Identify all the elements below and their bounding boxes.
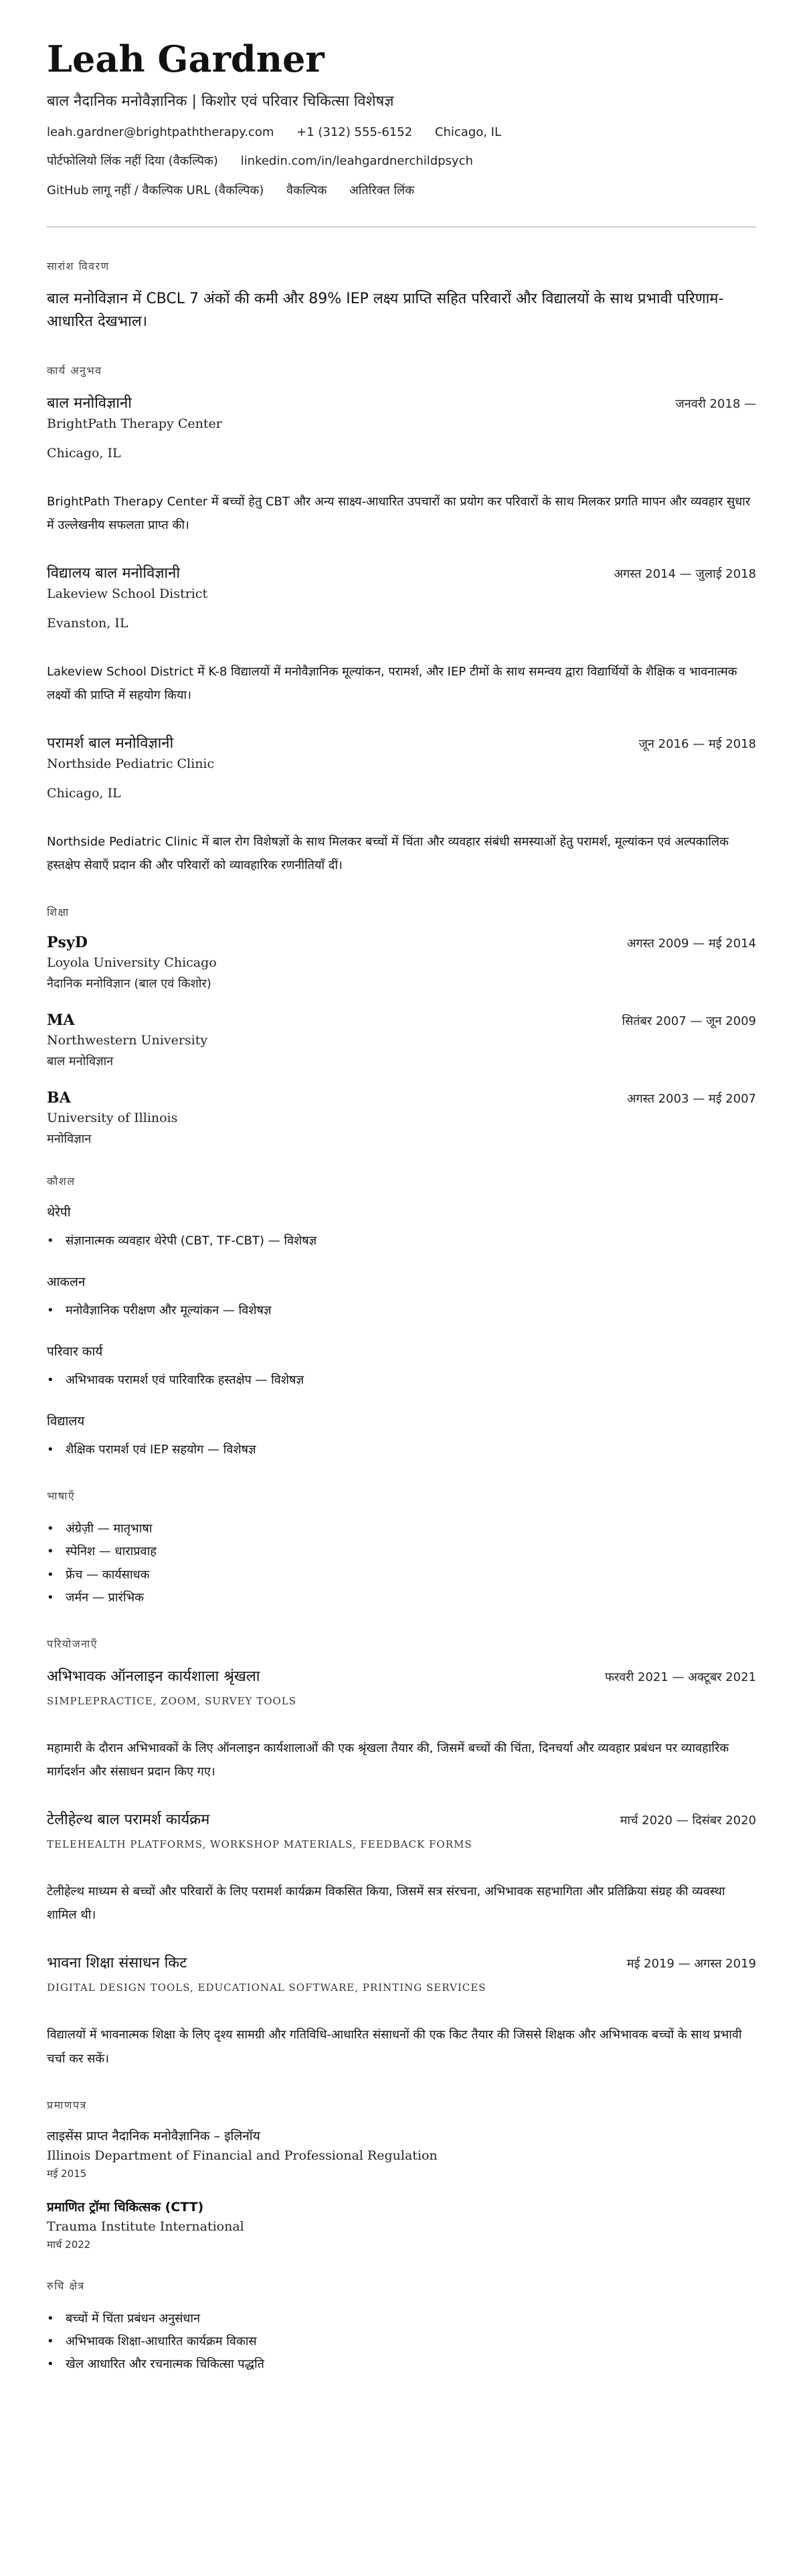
job-location: Chicago, IL <box>47 786 121 801</box>
job-location: Evanston, IL <box>47 616 128 631</box>
job-title: विद्यालय बाल मनोविज्ञानी <box>47 565 181 582</box>
school-name: University of Illinois <box>47 1110 178 1125</box>
certification-issuer: Trauma Institute International <box>47 2219 244 2234</box>
language-item: • अंग्रेज़ी — मातृभाषा <box>47 1518 756 1540</box>
project-tools: DIGITAL DESIGN TOOLS, EDUCATIONAL SOFTWARE, PRINTING SERVICES <box>47 1982 486 1994</box>
experience-section <box>47 363 756 878</box>
degree-name: BA <box>47 1089 71 1107</box>
skill-item: • अभिभावक परामर्श एवं पारिवारिक हस्तक्षेप — विशेषज्ञ <box>47 1369 756 1392</box>
experience-heading: कार्य अनुभव <box>47 364 102 377</box>
project-entry <box>47 1666 756 1783</box>
skills-heading: कौशल <box>47 1174 76 1188</box>
interest-list <box>47 2308 756 2377</box>
certification-name: लाइसेंस प्राप्त नैदानिक मनोवैज्ञानिक – इलिनॉय <box>47 2128 260 2144</box>
certifications-section <box>47 2097 756 2251</box>
summary-heading: सारांश विवरण <box>47 259 110 272</box>
portfolio-link[interactable]: पोर्टफोलियो लिंक नहीं दिया (वैकल्पिक) <box>47 153 218 168</box>
language-item: • जर्मन — प्रारंभिक <box>47 1587 756 1609</box>
project-description: टेलीहेल्थ माध्यम से बच्चों और परिवारों के लिए परामर्श कार्यक्रम विकसित किया, जिसमें सत्र संरचना, अभिभावक सहभागिता और प्रतिक्रिया संग्रह की व्यवस्था शामिल थी। <box>47 1884 725 1923</box>
project-description: विद्यालयों में भावनात्मक शिक्षा के लिए दृश्य सामग्री और गतिविधि-आधारित संसाधनों की एक किट तैयार की जिससे शिक्षक और अभिभावक बच्चों के साथ प्रभावी चर्चा कर सकें। <box>47 2028 742 2066</box>
field-of-study: मनोविज्ञान <box>47 1131 92 1146</box>
language-list <box>47 1518 756 1609</box>
skill-group-title: विद्यालय <box>47 1414 85 1429</box>
skill-item: • मनोवैज्ञानिक परीक्षण और मूल्यांकन — विशेषज्ञ <box>47 1299 756 1322</box>
job-date: जनवरी 2018 — <box>675 396 756 411</box>
skill-item: • संज्ञानात्मक व्यवहार थेरेपी (CBT, TF-CBT) — विशेषज्ञ <box>47 1230 756 1253</box>
certification-entry <box>47 2198 756 2251</box>
school-name: Northwestern University <box>47 1032 208 1048</box>
candidate-name: Leah Gardner <box>47 37 325 80</box>
experience-entry <box>47 562 756 707</box>
skill-list <box>47 1299 756 1322</box>
projects-section <box>47 1636 756 2071</box>
skills-section <box>47 1174 756 1462</box>
header-divider <box>47 226 756 228</box>
skill-group-title: परिवार कार्य <box>47 1344 103 1359</box>
school-name: Loyola University Chicago <box>47 955 217 970</box>
contact-row-2 <box>47 153 756 169</box>
education-heading: शिक्षा <box>47 905 70 918</box>
job-title: बाल मनोविज्ञानी <box>47 394 132 412</box>
interests-heading: रुचि क्षेत्र <box>47 2279 85 2292</box>
skill-list <box>47 1230 756 1253</box>
interests-section <box>47 2278 756 2377</box>
project-description: महामारी के दौरान अभिभावकों के लिए ऑनलाइन कार्यशालाओं की एक श्रृंखला तैयार की, जिसमें बच्चों की चिंता, दिनचर्या और व्यवहार प्रबंधन पर व्यावहारिक मार्गदर्शन और संसाधन प्रदान किए गए। <box>47 1741 729 1779</box>
job-date: जून 2016 — मई 2018 <box>638 737 756 752</box>
summary-text: बाल मनोविज्ञान में CBCL 7 अंकों की कमी और 89% IEP लक्ष्य प्राप्ति सहित परिवारों और विद्यालयों के साथ प्रभावी परिणाम-आधारित देखभाल। <box>47 290 724 330</box>
skill-list <box>47 1369 756 1392</box>
employer-name: Lakeview School District <box>47 586 208 602</box>
skill-item: • शैक्षिक परामर्श एवं IEP सहयोग — विशेषज्ञ <box>47 1439 756 1461</box>
certification-issuer: Illinois Department of Financial and Professional Regulation <box>47 2148 438 2163</box>
project-title: भावना शिक्षा संसाधन किट <box>47 1955 187 1972</box>
job-description: Lakeview School District में K-8 विद्यालयों में मनोवैज्ञानिक मूल्यांकन, परामर्श, और IEP टीमों के साथ समन्वय द्वारा विद्यार्थियों के शैक्षिक व भावनात्मक लक्ष्यों की प्राप्ति में सहयोग किया। <box>47 665 737 703</box>
github-link[interactable]: GitHub लागू नहीं / वैकल्पिक URL (वैकल्पिक) <box>47 183 264 197</box>
project-date: मई 2019 — अगस्त 2019 <box>626 1957 756 1971</box>
project-tools: SIMPLEPRACTICE, ZOOM, SURVEY TOOLS <box>47 1695 297 1708</box>
contact-row-1 <box>47 125 756 139</box>
phone-number[interactable]: +1 (312) 555-6152 <box>296 125 413 139</box>
languages-heading: भाषाएँ <box>47 1490 76 1503</box>
education-date: अगस्त 2003 — मई 2007 <box>626 1091 756 1106</box>
interest-item: • अभिभावक शिक्षा-आधारित कार्यक्रम विकास <box>47 2330 756 2353</box>
additional-link[interactable]: अतिरिक्त लिंक <box>349 183 415 197</box>
certification-date: मई 2015 <box>47 2167 87 2180</box>
language-item: • फ्रेंच — कार्यसाधक <box>47 1564 756 1587</box>
skill-list <box>47 1439 756 1461</box>
job-date: अगस्त 2014 — जुलाई 2018 <box>614 567 756 582</box>
project-entry <box>47 1809 756 1927</box>
job-title: परामर्श बाल मनोविज्ञानी <box>47 735 174 752</box>
certification-entry <box>47 2127 756 2180</box>
degree-name: PsyD <box>47 933 88 951</box>
education-entry <box>47 1089 756 1147</box>
job-description: BrightPath Therapy Center में बच्चों हेतु CBT और अन्य साक्ष्य-आधारित उपचारों का प्रयोग कर परिवारों के साथ मिलकर प्रगति मापन और व्यवहार सुधार में उल्लेखनीय सफलता प्राप्त की। <box>47 494 751 533</box>
employer-name: BrightPath Therapy Center <box>47 416 222 431</box>
degree-name: MA <box>47 1011 75 1029</box>
education-date: अगस्त 2009 — मई 2014 <box>626 936 756 951</box>
education-date: सितंबर 2007 — जून 2009 <box>622 1014 756 1028</box>
contact-row-3 <box>47 182 756 198</box>
email-link[interactable]: leah.gardner@brightpaththerapy.com <box>47 125 274 139</box>
experience-entry <box>47 392 756 537</box>
field-of-study: नैदानिक मनोविज्ञान (बाल एवं किशोर) <box>47 976 211 991</box>
optional-link[interactable]: वैकल्पिक <box>286 183 327 197</box>
interest-item: • बच्चों में चिंता प्रबंधन अनुसंधान <box>47 2308 756 2330</box>
education-entry <box>47 1012 756 1069</box>
field-of-study: बाल मनोविज्ञान <box>47 1054 114 1068</box>
professional-title: बाल नैदानिक मनोवैज्ञानिक | किशोर एवं परिवार चिकित्सा विशेषज्ञ <box>47 92 394 110</box>
summary-section <box>47 258 756 333</box>
skill-group-title: थेरेपी <box>47 1204 71 1220</box>
skill-group-title: आकलन <box>47 1274 86 1289</box>
education-entry <box>47 934 756 991</box>
linkedin-link[interactable]: linkedin.com/in/leahgardnerchildpsych <box>240 153 473 168</box>
employer-name: Northside Pediatric Clinic <box>47 756 215 772</box>
job-location: Chicago, IL <box>47 445 121 461</box>
languages-section <box>47 1488 756 1609</box>
certifications-heading: प्रमाणपत्र <box>47 2098 87 2111</box>
language-item: • स्पेनिश — धाराप्रवाह <box>47 1540 756 1563</box>
location-text: Chicago, IL <box>434 125 502 139</box>
project-date: मार्च 2020 — दिसंबर 2020 <box>620 1814 756 1828</box>
project-title: टेलीहेल्थ बाल परामर्श कार्यक्रम <box>47 1812 210 1829</box>
certification-date: मार्च 2022 <box>47 2238 91 2251</box>
certification-name: प्रमाणित ट्रॉमा चिकित्सक (CTT) <box>47 2199 204 2215</box>
project-entry <box>47 1952 756 2070</box>
projects-heading: परियोजनाएँ <box>47 1637 98 1651</box>
education-section <box>47 904 756 1147</box>
experience-entry <box>47 732 756 877</box>
project-title: अभिभावक ऑनलाइन कार्यशाला श्रृंखला <box>47 1668 260 1686</box>
job-description: Northside Pediatric Clinic में बाल रोग विशेषज्ञों के साथ मिलकर बच्चों में चिंता और व्यवहार संबंधी समस्याओं हेतु परामर्श, मूल्यांकन एवं अल्पकालिक हस्तक्षेप सेवाएँ प्रदान की और परिवारों को व्यावहारिक रणनीतियाँ दीं। <box>47 835 729 873</box>
project-date: फरवरी 2021 — अक्टूबर 2021 <box>604 1670 756 1685</box>
resume-header <box>47 37 756 198</box>
project-tools: TELEHEALTH PLATFORMS, WORKSHOP MATERIALS, FEEDBACK FORMS <box>47 1838 472 1851</box>
interest-item: • खेल आधारित और रचनात्मक चिकित्सा पद्धति <box>47 2353 756 2376</box>
